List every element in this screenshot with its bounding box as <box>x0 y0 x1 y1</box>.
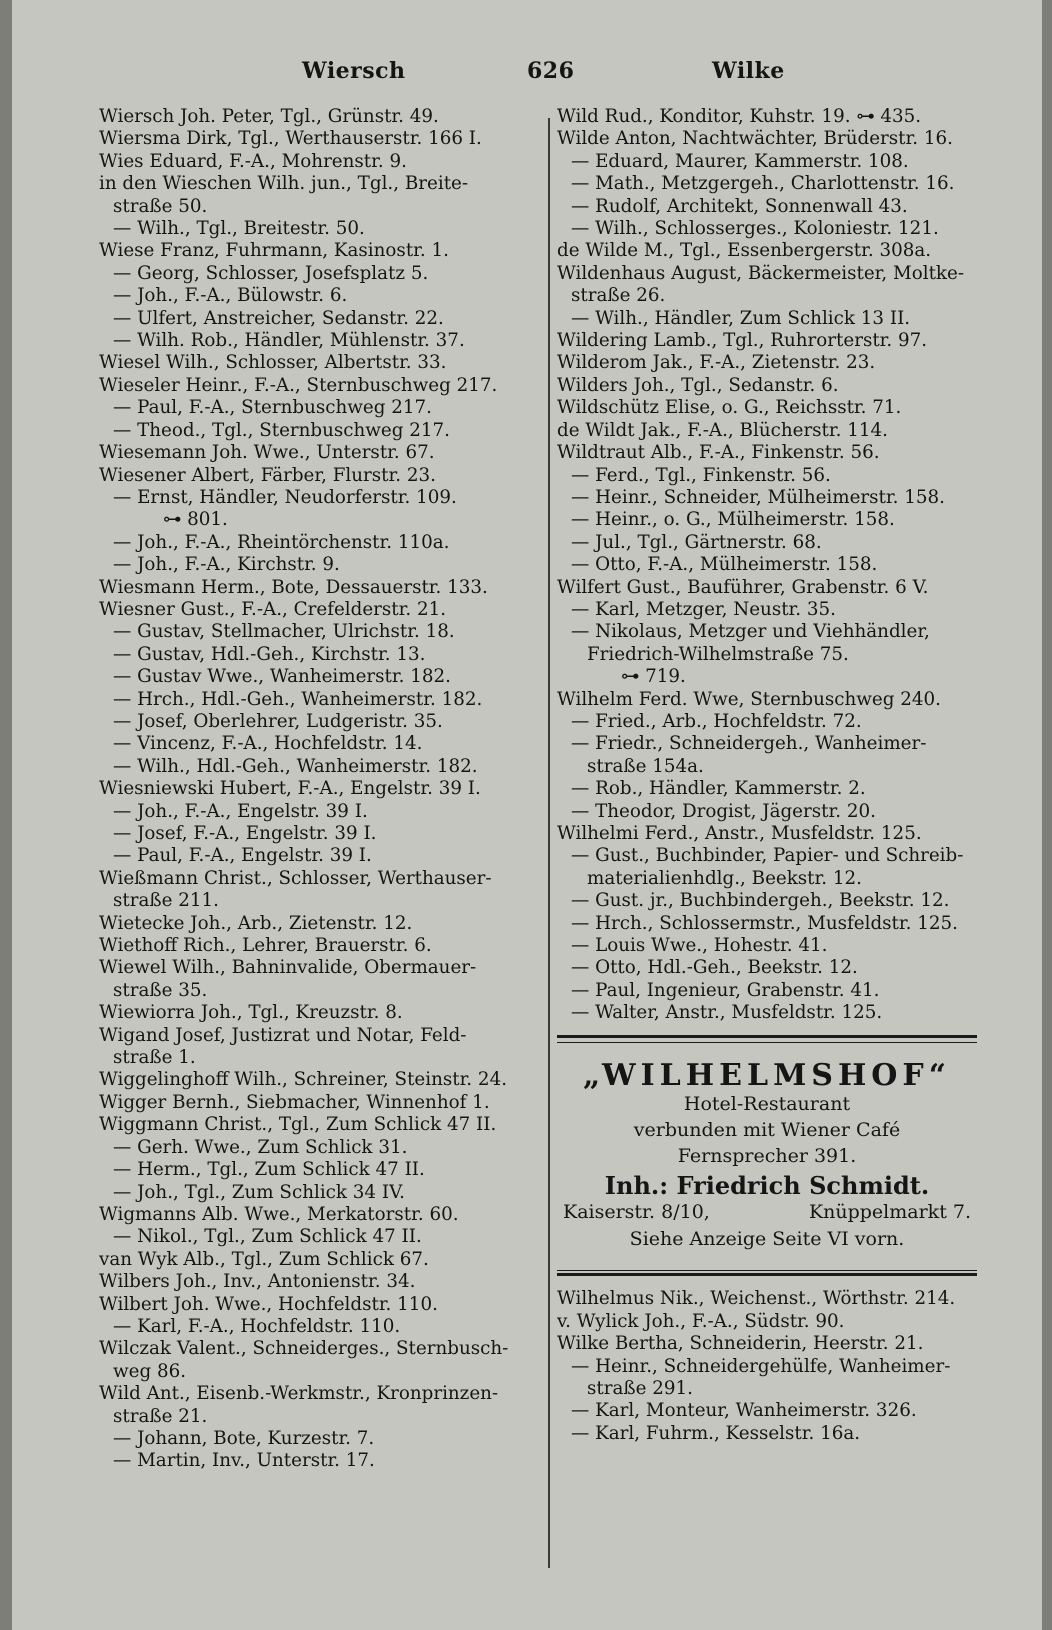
entry: Wiesner Gust., F.-A., Crefelderstr. 21. <box>99 598 447 620</box>
entry: — Wilh., Händler, Zum Schlick 13 II. <box>571 307 911 329</box>
entry: — Walter, Anstr., Musfeldstr. 125. <box>571 1002 883 1024</box>
ad-top-rule <box>557 1035 977 1038</box>
entry: Wiethoff Rich., Lehrer, Brauerstr. 6. <box>99 935 432 957</box>
entry: Wild Ant., Eisenb.-Werkmstr., Kronprinzen- <box>99 1383 499 1405</box>
entry: Wiewiorra Joh., Tgl., Kreuzstr. 8. <box>99 1002 403 1024</box>
entry: Wigger Bernh., Siebmacher, Winnenhof 1. <box>99 1091 490 1113</box>
entry: — Josef, Oberlehrer, Ludgeristr. 35. <box>113 710 443 732</box>
ad-owner: Inh.: Friedrich Schmidt. <box>604 1171 930 1201</box>
entry: — Joh., Tgl., Zum Schlick 34 IV. <box>113 1181 405 1203</box>
entry: — Jul., Tgl., Gärtnerstr. 68. <box>571 531 822 553</box>
entry: — Johann, Bote, Kurzestr. 7. <box>113 1427 375 1449</box>
entry: Wilbert Joh. Wwe., Hochfeldstr. 110. <box>99 1293 438 1315</box>
entry: — Otto, F.-A., Mülheimerstr. 158. <box>571 554 878 576</box>
entry: in den Wieschen Wilh. jun., Tgl., Breite- <box>99 173 469 195</box>
entry: — Gustav, Hdl.-Geh., Kirchstr. 13. <box>113 643 426 665</box>
entry-continuation: straße 35. <box>113 979 208 1001</box>
entry: — Joh., F.-A., Rheintörchenstr. 110a. <box>113 531 450 553</box>
entry: — Theodor, Drogist, Jägerstr. 20. <box>571 800 876 822</box>
entry: Wilhelmus Nik., Weichenst., Wörthstr. 214. <box>557 1288 956 1310</box>
entry: — Paul, F.-A., Engelstr. 39 I. <box>113 845 372 867</box>
entry: — Karl, Metzger, Neustr. 35. <box>571 598 836 620</box>
entry: Wiewel Wilh., Bahninvalide, Obermauer- <box>99 957 477 979</box>
entry: — Vincenz, F.-A., Hochfeldstr. 14. <box>113 733 423 755</box>
entry: Wilhelmi Ferd., Anstr., Musfeldstr. 125. <box>557 823 922 844</box>
ad-bottom-rule <box>557 1273 977 1276</box>
telephone-entry: ⊶ 801. <box>99 509 539 531</box>
left-column <box>99 106 539 1473</box>
hotel-advertisement <box>557 1035 977 1277</box>
entry: — Herm., Tgl., Zum Schlick 47 II. <box>113 1159 425 1181</box>
entry: Wiggelinghoff Wilh., Schreiner, Steinstr. 24. <box>99 1069 508 1091</box>
column-divider <box>548 118 550 1568</box>
entry: — Joh., F.-A., Engelstr. 39 I. <box>113 800 368 822</box>
entry: — Paul, Ingenieur, Grabenstr. 41. <box>571 979 880 1001</box>
ad-subtitle: Hotel-Restaurant <box>683 1093 851 1116</box>
entry: — Martin, Inv., Unterstr. 17. <box>113 1450 375 1472</box>
entry: — Heinr., o. G., Mülheimerstr. 158. <box>571 509 895 531</box>
entry: — Nikol., Tgl., Zum Schlick 47 II. <box>113 1226 422 1248</box>
entry: Wilke Bertha, Schneiderin, Heerstr. 21. <box>557 1333 924 1355</box>
entry: — Gustav, Stellmacher, Ulrichstr. 18. <box>113 621 455 643</box>
entry: — Rudolf, Architekt, Sonnenwall 43. <box>571 195 908 217</box>
entry: Wilczak Valent., Schneiderges., Sternbusch- <box>99 1338 509 1360</box>
entry: — Gust. jr., Buchbindergeh., Beekstr. 12. <box>571 890 950 912</box>
entry: — Theod., Tgl., Sternbuschweg 217. <box>113 419 450 441</box>
entry: — Eduard, Maurer, Kammerstr. 108. <box>571 150 909 172</box>
entry: Wietecke Joh., Arb., Zietenstr. 12. <box>99 912 413 934</box>
entry: Wilderom Jak., F.-A., Zietenstr. 23. <box>557 352 876 374</box>
entry: Wiesener Albert, Färber, Flurstr. 23. <box>99 464 436 486</box>
entry: — Josef, F.-A., Engelstr. 39 I. <box>113 823 377 844</box>
entry: Wildtraut Alb., F.-A., Finkenstr. 56. <box>557 442 880 464</box>
entry: Wies Eduard, F.-A., Mohrenstr. 9. <box>99 150 407 172</box>
entry: — Ernst, Händler, Neudorferstr. 109. <box>113 486 457 508</box>
entry: v. Wylick Joh., F.-A., Südstr. 90. <box>557 1310 845 1332</box>
entry: — Gust., Buchbinder, Papier- und Schreib- <box>571 845 964 867</box>
ad-address <box>557 1201 977 1223</box>
entry: — Wilh., Schlosserges., Koloniestr. 121. <box>571 218 939 240</box>
entry: Wiersch Joh. Peter, Tgl., Grünstr. 49. <box>99 106 439 127</box>
ad-hotel-name: „WILHELMSHOF“ <box>583 1057 951 1093</box>
entry: — Georg, Schlosser, Josefsplatz 5. <box>113 262 429 284</box>
entry-continuation: weg 86. <box>113 1360 187 1382</box>
ad-top-rule-thin <box>557 1042 977 1043</box>
entry-continuation: straße 50. <box>113 195 208 217</box>
entry-continuation: straße 1. <box>113 1047 196 1069</box>
ad-cafe-line: verbunden mit Wiener Café <box>633 1119 901 1142</box>
entry: — Gustav Wwe., Wanheimerstr. 182. <box>113 666 451 688</box>
entry: Wiesel Wilh., Schlosser, Albertstr. 33. <box>99 352 447 374</box>
entry: — Joh., F.-A., Bülowstr. 6. <box>113 285 348 307</box>
page-number: 626 <box>527 58 575 84</box>
entry: de Wilde M., Tgl., Essenbergerstr. 308a. <box>557 240 932 262</box>
entry: Wiggmann Christ., Tgl., Zum Schlick 47 II. <box>99 1114 497 1136</box>
entry: Wilders Joh., Tgl., Sedanstr. 6. <box>557 374 839 396</box>
entry: Wigand Josef, Justizrat und Notar, Feld- <box>99 1024 467 1046</box>
entry: — Hrch., Schlossermstr., Musfeldstr. 125. <box>571 912 958 934</box>
entry: Wiesniewski Hubert, F.-A., Engelstr. 39 I. <box>99 778 481 800</box>
entry: — Ulfert, Anstreicher, Sedanstr. 22. <box>113 307 444 329</box>
entry-continuation: straße 154a. <box>587 755 704 777</box>
entry: — Wilh. Rob., Händler, Mühlenstr. 37. <box>113 330 465 352</box>
directory-page <box>12 0 1042 1630</box>
entry: Wild Rud., Konditor, Kuhstr. 19. ⊶ 435. <box>557 106 922 127</box>
entry: Wieseler Heinr., F.-A., Sternbuschweg 217. <box>99 374 498 396</box>
telephone-entry: ⊶ 719. <box>557 666 977 688</box>
ad-address-right: Knüppelmarkt 7. <box>808 1201 971 1224</box>
entry: — Otto, Hdl.-Geh., Beekstr. 12. <box>571 957 858 979</box>
entry: — Joh., F.-A., Kirchstr. 9. <box>113 554 340 576</box>
entry: — Ferd., Tgl., Finkenstr. 56. <box>571 464 831 486</box>
entry: — Paul, F.-A., Sternbuschweg 217. <box>113 397 432 419</box>
entry: — Math., Metzgergeh., Charlottenstr. 16. <box>571 173 955 195</box>
header-right-keyword: Wilke <box>712 58 785 84</box>
entry: Wiesemann Joh. Wwe., Unterstr. 67. <box>99 442 435 464</box>
entry: — Hrch., Hdl.-Geh., Wanheimerstr. 182. <box>113 688 483 710</box>
entry: — Friedr., Schneidergeh., Wanheimer- <box>571 733 927 755</box>
entry: Wilde Anton, Nachtwächter, Brüderstr. 16. <box>557 128 953 150</box>
entry: — Karl, Monteur, Wanheimerstr. 326. <box>571 1400 917 1422</box>
right-column <box>557 106 977 1445</box>
entry: Wildschütz Elise, o. G., Reichsstr. 71. <box>557 397 902 419</box>
entry: — Louis Wwe., Hohestr. 41. <box>571 935 828 957</box>
entry: — Wilh., Hdl.-Geh., Wanheimerstr. 182. <box>113 755 478 777</box>
ad-address-left: Kaiserstr. 8/10, <box>563 1201 710 1224</box>
entry: van Wyk Alb., Tgl., Zum Schlick 67. <box>99 1248 429 1270</box>
entry: — Karl, Fuhrm., Kesselstr. 16a. <box>571 1422 861 1444</box>
entry-continuation: straße 21. <box>113 1405 208 1427</box>
ad-phone: Fernsprecher 391. <box>677 1145 857 1168</box>
ad-bottom-rule-thin <box>557 1270 977 1271</box>
entry: — Nikolaus, Metzger und Viehhändler, <box>571 621 930 643</box>
entry: Wilfert Gust., Bauführer, Grabenstr. 6 V. <box>557 576 929 598</box>
entry: Wildenhaus August, Bäckermeister, Moltke- <box>557 262 964 284</box>
entry: — Rob., Händler, Kammerstr. 2. <box>571 778 866 800</box>
entry: — Wilh., Tgl., Breitestr. 50. <box>113 218 365 240</box>
entry: — Heinr., Schneidergehülfe, Wanheimer- <box>571 1355 951 1377</box>
entry: Wiese Franz, Fuhrmann, Kasinostr. 1. <box>99 240 449 262</box>
entry-continuation: materialienhdlg., Beekstr. 12. <box>587 867 862 889</box>
entry: — Karl, F.-A., Hochfeldstr. 110. <box>113 1315 401 1337</box>
ad-reference: Siehe Anzeige Seite VI vorn. <box>629 1227 905 1250</box>
entry: — Gerh. Wwe., Zum Schlick 31. <box>113 1136 408 1158</box>
entry: Wiersma Dirk, Tgl., Werthauserstr. 166 I. <box>99 128 482 150</box>
entry: Wigmanns Alb. Wwe., Merkatorstr. 60. <box>99 1203 459 1225</box>
entry: Wilbers Joh., Inv., Antonienstr. 34. <box>99 1271 416 1293</box>
entry: Wilhelm Ferd. Wwe, Sternbuschweg 240. <box>557 688 941 710</box>
entry: Wießmann Christ., Schlosser, Werthauser- <box>99 867 492 889</box>
entry: Wildering Lamb., Tgl., Ruhrorterstr. 97. <box>557 330 928 352</box>
entry-continuation: Friedrich-Wilhelmstraße 75. <box>587 643 849 665</box>
entry: — Fried., Arb., Hochfeldstr. 72. <box>571 710 862 732</box>
entry-continuation: straße 291. <box>587 1377 693 1399</box>
entry: de Wildt Jak., F.-A., Blücherstr. 114. <box>557 419 888 441</box>
header-left-keyword: Wiersch <box>302 58 406 84</box>
entry-continuation: straße 26. <box>571 285 666 307</box>
entry-continuation: straße 211. <box>113 890 219 912</box>
entry: — Heinr., Schneider, Mülheimerstr. 158. <box>571 486 945 508</box>
entry: Wiesmann Herm., Bote, Dessauerstr. 133. <box>99 576 488 598</box>
